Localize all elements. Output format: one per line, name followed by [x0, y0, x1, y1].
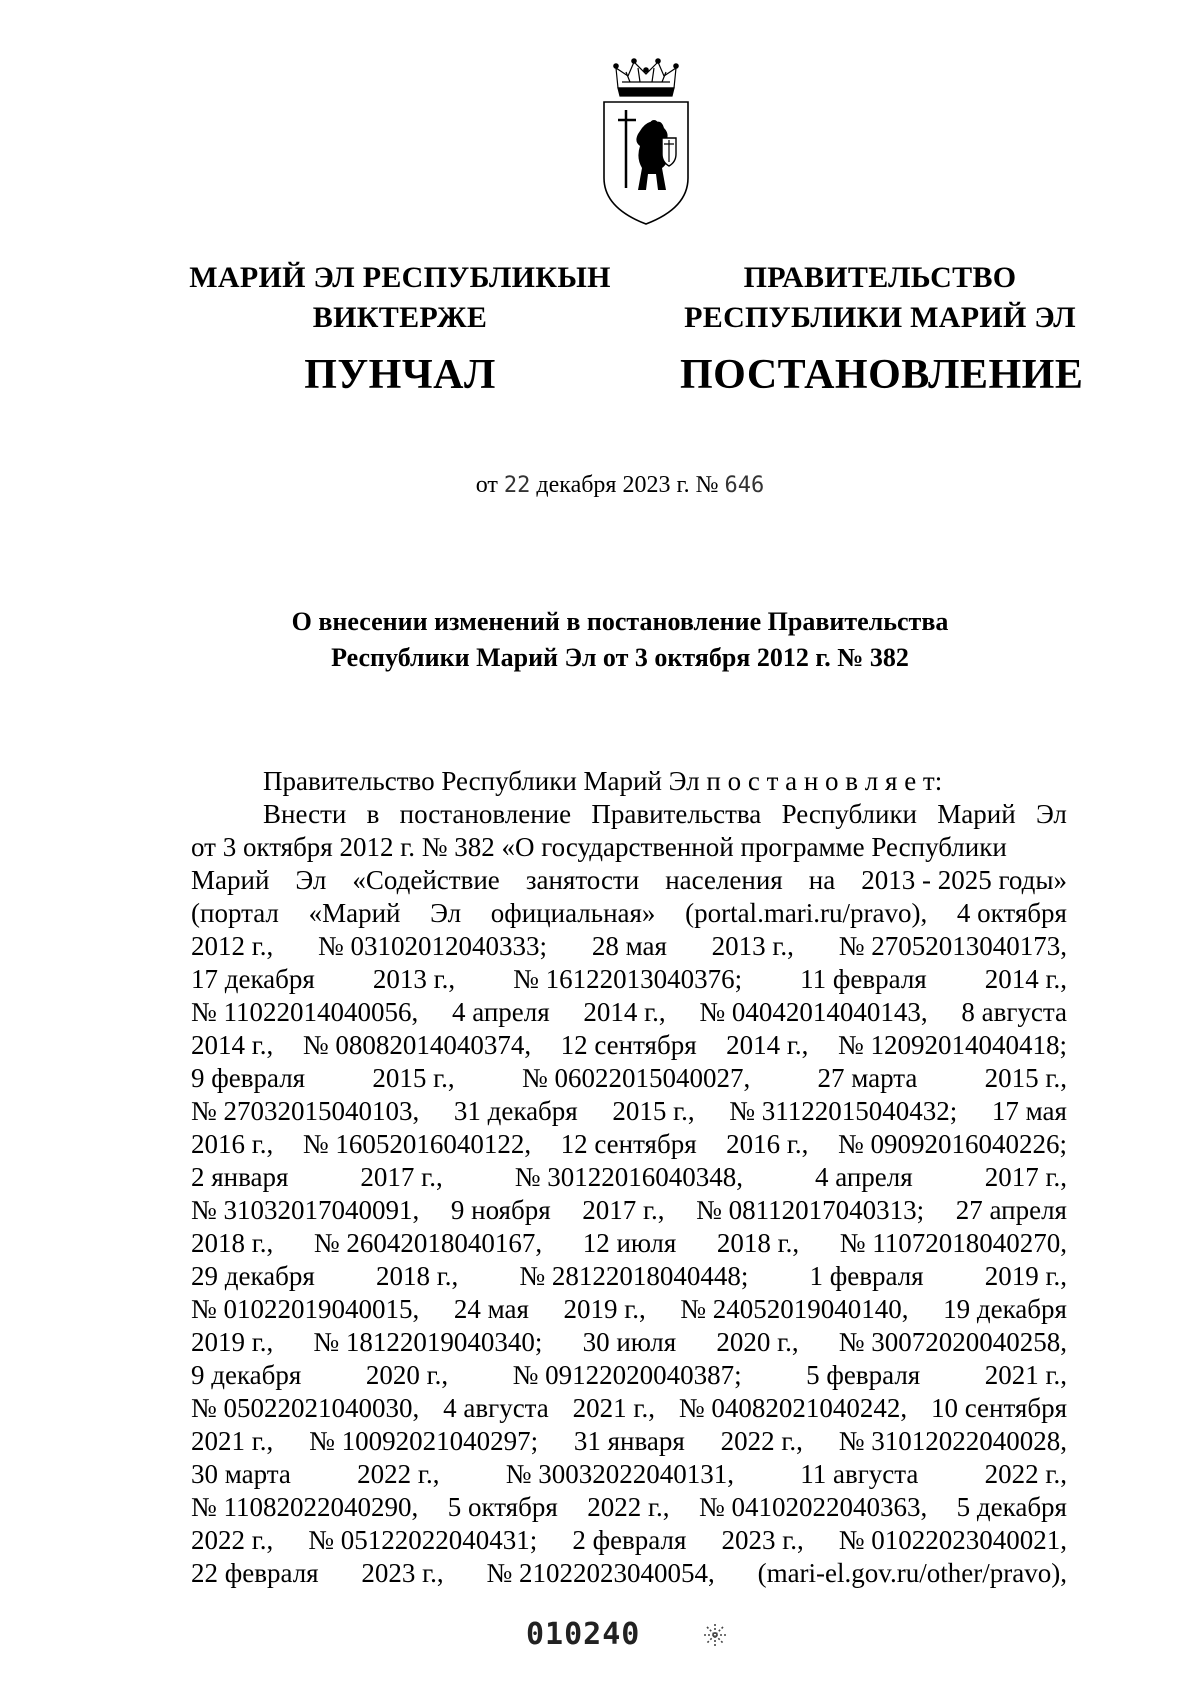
body-line [191, 897, 1067, 930]
body-word: № 05022021040030, [191, 1393, 420, 1423]
body-word: Эл [1035, 799, 1067, 829]
body-word: № 04082021040242, [678, 1393, 908, 1423]
body-word: 28 мая [591, 931, 667, 961]
body-word: 2018 г., [191, 1228, 274, 1258]
body-word: 2014 г., [726, 1030, 809, 1060]
body-word: № 04042014040143, [699, 997, 928, 1027]
body-word: 9 декабря [191, 1360, 302, 1390]
body-word: Внести [263, 799, 347, 829]
body-line [191, 963, 1067, 996]
body-word: 2016 г., [726, 1129, 809, 1159]
body-word: № 26042018040167, [313, 1228, 543, 1258]
body-word: № 31122015040432; [729, 1096, 958, 1126]
body-line [191, 1524, 1067, 1557]
body-word: 30 марта [191, 1459, 291, 1489]
body-line [191, 1425, 1067, 1458]
body-word: № 11082022040290, [191, 1492, 419, 1522]
body-word: 2017 г., [984, 1162, 1067, 1192]
body-line [191, 996, 1067, 1029]
body-line [191, 1029, 1067, 1062]
body-word: № 31032017040091, [191, 1195, 420, 1225]
body-word: 2 февраля [572, 1525, 687, 1555]
body-word: № 31012022040028, [838, 1426, 1067, 1456]
body-word: № 09092016040226; [837, 1129, 1067, 1159]
body-lines [191, 798, 1067, 1590]
body-line [191, 1260, 1067, 1293]
body-word: Правительства [591, 799, 762, 829]
body-word: 2018 г., [716, 1228, 800, 1258]
body-line [191, 1161, 1067, 1194]
body-word: «Содействие [352, 865, 500, 895]
header-russian-line1: ПРАВИТЕЛЬСТВО [743, 261, 1017, 294]
crown-icon [614, 59, 678, 96]
body-line [191, 1392, 1067, 1425]
body-word: 22 февраля [191, 1558, 319, 1588]
body-word: № 10092021040297; [309, 1426, 539, 1456]
body-word: (mari-el.gov.ru/other/pravo), [757, 1558, 1067, 1588]
body-word: постановление [399, 799, 572, 829]
body-word: № 27052013040173, [838, 931, 1067, 961]
body-word: 2013 - 2025 годы» [861, 865, 1067, 895]
body-word: 9 ноября [450, 1195, 551, 1225]
body-word: № 08112017040313; [696, 1195, 925, 1225]
body-word: Республики [781, 799, 918, 829]
body-word: 2015 г., [372, 1063, 455, 1093]
document-date [0, 472, 1200, 499]
body-line [191, 1491, 1067, 1524]
body-word: 2019 г., [984, 1261, 1067, 1291]
body-word: № 16052016040122, [302, 1129, 532, 1159]
body-word: занятости [525, 865, 640, 895]
body-word: 17 декабря [191, 964, 315, 994]
document-subject [0, 604, 1200, 676]
intro-lead: Правительство Республики Марий Эл [263, 766, 700, 796]
body-word: 2017 г., [360, 1162, 443, 1192]
body-word: 2017 г., [582, 1195, 665, 1225]
body-word: 8 августа [961, 997, 1067, 1027]
body-word: 2019 г., [563, 1294, 646, 1324]
body-word: 2021 г., [191, 1426, 274, 1456]
body-word: 19 декабря [943, 1294, 1067, 1324]
body-word: 2021 г., [984, 1360, 1067, 1390]
body-word: 31 декабря [453, 1096, 578, 1126]
header-russian-line2: РЕСПУБЛИКИ МАРИЙ ЭЛ [684, 301, 1076, 334]
body-word: 2014 г., [583, 997, 666, 1027]
body-word: Марий [191, 865, 270, 895]
body-word: 4 апреля [451, 997, 550, 1027]
body-word: 5 октября [447, 1492, 558, 1522]
body-word: № 01022019040015, [191, 1294, 420, 1324]
date-day: 22 [503, 473, 531, 498]
body-word: 5 февраля [806, 1360, 921, 1390]
body-line [191, 1326, 1067, 1359]
body-line [191, 930, 1067, 963]
body-word: № 08082014040374, [302, 1030, 532, 1060]
body-word: 2014 г., [984, 964, 1067, 994]
body-word: № 28122018040448; [519, 1261, 749, 1291]
body-word: 1 февраля [809, 1261, 924, 1291]
coat-of-arms-emblem [596, 58, 696, 228]
body-word: 31 января [573, 1426, 685, 1456]
body-word: № 09122020040387; [512, 1360, 742, 1390]
body-word: № 18122019040340; [313, 1327, 543, 1357]
body-word: Марий [937, 799, 1016, 829]
body-word: Эл [295, 865, 327, 895]
body-word: 2022 г., [720, 1426, 803, 1456]
body-word: 11 августа [800, 1459, 919, 1489]
body-word: в [366, 799, 380, 829]
body-word: 30 июля [582, 1327, 677, 1357]
body-word: № 04102022040363, [698, 1492, 928, 1522]
body-word: 2021 г., [572, 1393, 655, 1423]
body-word: № 16122013040376; [513, 964, 743, 994]
body-line [191, 1227, 1067, 1260]
body-line [191, 1458, 1067, 1491]
body-word: 2023 г., [721, 1525, 804, 1555]
header-mari [180, 258, 620, 400]
body-word: «Марий [308, 898, 401, 928]
body-word: 11 февраля [800, 964, 927, 994]
intro-line [191, 765, 1067, 798]
body-word: 2013 г., [711, 931, 794, 961]
date-prefix: от [475, 472, 498, 498]
body-word: (портал [191, 898, 279, 928]
body-word: 24 мая [453, 1294, 529, 1324]
body-word: 5 декабря [956, 1492, 1067, 1522]
body-word: 4 апреля [814, 1162, 913, 1192]
body-word: № 03102012040333; [318, 931, 548, 961]
body-word: 2022 г., [587, 1492, 670, 1522]
body-word: 10 сентября [930, 1393, 1067, 1423]
body-line [191, 1194, 1067, 1227]
body-line [191, 1062, 1067, 1095]
body-word: 2020 г., [365, 1360, 449, 1390]
body-word: 2015 г., [612, 1096, 695, 1126]
body-word: 2020 г., [716, 1327, 799, 1357]
body-word: № 06022015040027, [521, 1063, 751, 1093]
body-word: 2018 г., [375, 1261, 459, 1291]
body-line [191, 1359, 1067, 1392]
header-mari-line2: ВИКТЕРЖЕ [312, 301, 488, 334]
body-word: 2022 г., [984, 1459, 1067, 1489]
body-word: 27 марта [817, 1063, 918, 1093]
body-line [191, 1128, 1067, 1161]
body-word: от 3 октября 2012 г. № 382 «О государственной программе Республики [191, 832, 1007, 862]
body-word: № 01022023040021, [838, 1525, 1067, 1555]
body-word: № 11072018040270, [839, 1228, 1067, 1258]
body-word: № 30072020040258, [838, 1327, 1067, 1357]
body-word: 2016 г., [191, 1129, 274, 1159]
body-word: 2019 г., [191, 1327, 274, 1357]
header-mari-title: ПУНЧАЛ [304, 352, 496, 398]
document-body [191, 765, 1067, 1590]
header-russian [680, 258, 1084, 400]
body-word: 2022 г., [357, 1459, 440, 1489]
body-word: 27 апреля [955, 1195, 1067, 1225]
body-word: № 12092014040418; [837, 1030, 1067, 1060]
header-russian-title: ПОСТАНОВЛЕНИЕ [680, 352, 1084, 398]
body-word: 12 сентября [560, 1129, 697, 1159]
body-word: (portal.mari.ru/pravo), [685, 898, 928, 928]
body-word: официальная» [490, 898, 656, 928]
body-line [191, 1557, 1067, 1590]
body-word: 2 января [191, 1162, 289, 1192]
body-word: 9 февраля [191, 1063, 306, 1093]
body-line [191, 1293, 1067, 1326]
body-line [191, 831, 1067, 864]
asterisk-mark-icon [702, 1622, 728, 1648]
serial-number: 010240 [526, 1617, 641, 1652]
body-word: Эл [430, 898, 462, 928]
body-word: № 11022014040056, [191, 997, 419, 1027]
body-word: № 21022023040054, [486, 1558, 715, 1588]
body-word: 2023 г., [361, 1558, 444, 1588]
body-word: 12 июля [582, 1228, 677, 1258]
body-word: 17 мая [991, 1096, 1067, 1126]
intro-spaced: п о с т а н о в л я е т: [706, 766, 943, 796]
body-word: 4 августа [443, 1393, 549, 1423]
body-word: 2022 г., [191, 1525, 274, 1555]
body-word: № 24052019040140, [680, 1294, 909, 1324]
body-word: 2012 г., [191, 931, 274, 961]
body-word: 29 декабря [191, 1261, 315, 1291]
body-word: 2013 г., [372, 964, 456, 994]
date-month-year: декабря 2023 г. № [536, 472, 719, 498]
body-word: № 30032022040131, [505, 1459, 734, 1489]
body-word: 2014 г., [191, 1030, 274, 1060]
subject-line2: Республики Марий Эл от 3 октября 2012 г. № 382 [331, 643, 909, 672]
body-word: № 30122016040348, [514, 1162, 743, 1192]
header-mari-line1: МАРИЙ ЭЛ РЕСПУБЛИКЫН [189, 261, 611, 294]
body-word: на [808, 865, 836, 895]
body-line [191, 1095, 1067, 1128]
body-word: № 05122022040431; [308, 1525, 538, 1555]
document-number: 646 [724, 473, 765, 498]
body-word: № 27032015040103, [191, 1096, 420, 1126]
body-line [191, 864, 1067, 897]
body-word: 4 октября [956, 898, 1067, 928]
body-word: 12 сентября [560, 1030, 697, 1060]
body-word: 2015 г., [984, 1063, 1067, 1093]
subject-line1: О внесении изменений в постановление Правительства [291, 607, 949, 636]
body-word: населения [665, 865, 783, 895]
body-line [191, 798, 1067, 831]
